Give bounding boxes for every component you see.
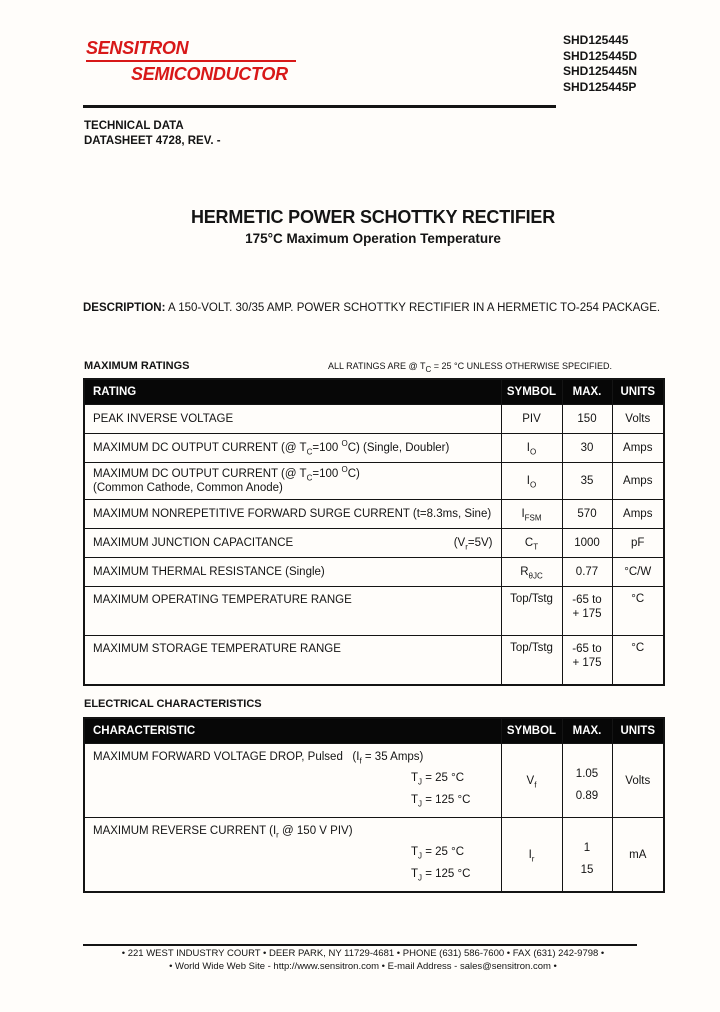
max-value: 35	[580, 475, 594, 487]
units-cell: °C	[612, 636, 664, 686]
rating-text: PEAK INVERSE VOLTAGE	[93, 413, 234, 425]
page-subtitle: 175°C Maximum Operation Temperature	[245, 231, 501, 246]
max-value: -65 to	[572, 643, 602, 655]
page-title: HERMETIC POWER SCHOTTKY RECTIFIER	[190, 207, 556, 227]
rating-cell	[84, 463, 501, 500]
max-value-lines	[565, 565, 610, 579]
electrical-table-header	[84, 718, 664, 744]
rating-text: MAXIMUM THERMAL RESISTANCE (Single)	[93, 566, 325, 578]
technical-data-label: TECHNICAL DATA	[84, 120, 184, 132]
max-ratings-table-header	[84, 379, 664, 405]
table-header-cell: MAX.	[562, 379, 612, 405]
max-value-cell	[562, 744, 612, 818]
max-value: 1.05	[575, 768, 599, 780]
description-label: DESCRIPTION:	[83, 302, 166, 314]
max-value: + 175	[572, 657, 602, 669]
rating-text: MAXIMUM DC OUTPUT CURRENT (@ $T_C=100$ $^O$C) (Single, Doubler)	[93, 439, 450, 457]
symbol-cell: Top/Tstg	[501, 636, 562, 686]
symbol-cell: $I_{FSM}$	[501, 500, 562, 529]
condition-text: $T_J = 25$ °C	[411, 846, 465, 861]
table-row	[84, 818, 664, 893]
max-value-cell	[562, 558, 612, 587]
symbol-cell: $I_O$	[501, 434, 562, 463]
units-cell: pF	[612, 529, 664, 558]
max-value: 150	[577, 413, 597, 425]
company-logo	[86, 38, 316, 85]
rating-cell	[84, 636, 501, 686]
max-value-lines	[565, 474, 610, 488]
max-value: 30	[580, 442, 594, 454]
rating-line	[93, 642, 493, 656]
symbol-cell: $V_f$	[501, 744, 562, 818]
max-value-cell	[562, 463, 612, 500]
max-value: 0.89	[575, 790, 599, 802]
max-ratings-table	[83, 378, 665, 686]
rating-text: MAXIMUM OPERATING TEMPERATURE RANGE	[93, 594, 352, 606]
units-cell: °C/W	[612, 558, 664, 587]
footer-divider	[83, 944, 637, 946]
table-row	[84, 529, 664, 558]
units-cell: Amps	[612, 434, 664, 463]
table-row	[84, 636, 664, 686]
max-value: 1	[583, 842, 591, 854]
characteristic-text: MAXIMUM FORWARD VOLTAGE DROP, Pulsed ($I_f = 35$ Amps)	[93, 751, 424, 766]
condition-text: $T_J = 25$ °C	[411, 772, 465, 787]
logo-semiconductor-text: SEMICONDUCTOR	[131, 64, 288, 84]
table-row	[84, 434, 664, 463]
rating-condition: $(V_r=5V)$	[453, 537, 493, 552]
table-header-cell: MAX.	[562, 718, 612, 744]
symbol-cell: $I_O$	[501, 463, 562, 500]
rating-cell	[84, 434, 501, 463]
part-numbers	[563, 33, 637, 95]
max-value-cell	[562, 587, 612, 636]
max-value: + 175	[572, 608, 602, 620]
description-paragraph	[83, 301, 663, 316]
part-number: SHD125445	[563, 33, 629, 47]
table-header-cell: UNITS	[612, 379, 664, 405]
characteristic-cell	[84, 744, 501, 818]
max-value-cell	[562, 529, 612, 558]
electrical-table	[83, 717, 665, 893]
max-value-lines	[565, 593, 610, 621]
characteristic-text: MAXIMUM REVERSE CURRENT ($I_r$ @ 150 V PIV)	[93, 825, 353, 840]
table-header-cell: RATING	[84, 379, 501, 405]
part-number: SHD125445N	[563, 64, 638, 78]
rating-cell	[84, 529, 501, 558]
rating-cell	[84, 558, 501, 587]
rating-cell	[84, 587, 501, 636]
max-value: 15	[580, 864, 594, 876]
max-value: -65 to	[572, 594, 602, 606]
technical-data-block	[84, 119, 221, 148]
max-value: 0.77	[575, 566, 599, 578]
rating-line	[93, 441, 493, 455]
symbol-cell: Top/Tstg	[501, 587, 562, 636]
max-value-cell	[562, 500, 612, 529]
max-ratings-heading-row	[84, 360, 612, 372]
max-spacer	[563, 818, 612, 837]
units-cell: mA	[612, 818, 664, 893]
max-spacer	[563, 744, 612, 763]
ratings-condition-note: ALL RATINGS ARE @ $T_C = 25$ °C UNLESS OTHERWISE SPECIFIED.	[327, 361, 612, 374]
rating-line	[93, 412, 493, 426]
max-ratings-heading: MAXIMUM RATINGS	[84, 360, 190, 372]
datasheet-revision: DATASHEET 4728, REV. -	[84, 134, 221, 147]
condition-text: $T_J = 125$ °C	[411, 868, 471, 883]
rating-line	[93, 565, 493, 579]
part-number: SHD125445P	[563, 79, 637, 94]
table-header-cell: SYMBOL	[501, 379, 562, 405]
symbol-cell: $I_r$	[501, 818, 562, 893]
max-value-lines	[565, 536, 610, 550]
max-value-lines	[565, 507, 610, 521]
max-value: 570	[577, 508, 597, 520]
rating-line	[93, 467, 493, 481]
rating-text: (Common Cathode, Common Anode)	[93, 482, 283, 494]
logo-sensitron-text: SENSITRON	[86, 38, 189, 58]
table-header-cell: SYMBOL	[501, 718, 562, 744]
rating-line	[93, 593, 493, 607]
rating-text: MAXIMUM DC OUTPUT CURRENT (@ $T_C=100$ $^O$C)	[93, 465, 360, 483]
max-value-lines	[565, 441, 610, 455]
rating-line	[93, 507, 493, 521]
rating-cell	[84, 500, 501, 529]
units-cell: Amps	[612, 463, 664, 500]
condition-text: $T_J = 125$ °C	[411, 794, 471, 809]
symbol-cell: $R_{\theta JC}$	[501, 558, 562, 587]
description-text: A 150-VOLT. 30/35 AMP. POWER SCHOTTKY RECTIFIER IN A HERMETIC TO-254 PACKAGE.	[165, 302, 661, 314]
max-value-lines	[565, 412, 610, 426]
rating-line	[93, 536, 493, 550]
table-row	[84, 405, 664, 434]
max-value-cell	[562, 818, 612, 893]
table-header-cell: UNITS	[612, 718, 664, 744]
table-row	[84, 463, 664, 500]
symbol-cell: $C_T$	[501, 529, 562, 558]
units-cell: Amps	[612, 500, 664, 529]
table-row	[84, 500, 664, 529]
table-row	[84, 744, 664, 818]
electrical-heading: ELECTRICAL CHARACTERISTICS	[84, 698, 262, 710]
part-number: SHD125445D	[563, 48, 638, 63]
footer-web: • World Wide Web Site - http://www.sensitron.com • E-mail Address - sales@sensitron.com •	[169, 961, 557, 972]
max-value-cell	[562, 434, 612, 463]
table-header-cell: CHARACTERISTIC	[84, 718, 501, 744]
units-cell: Volts	[612, 744, 664, 818]
max-value: 1000	[574, 537, 600, 549]
table-row	[84, 587, 664, 636]
max-value-lines	[565, 642, 610, 670]
units-cell: Volts	[612, 405, 664, 434]
characteristic-cell	[84, 818, 501, 893]
symbol-cell: PIV	[501, 405, 562, 434]
table-row	[84, 558, 664, 587]
max-value-cell	[562, 405, 612, 434]
rating-text: MAXIMUM JUNCTION CAPACITANCE	[93, 537, 294, 549]
rating-cell	[84, 405, 501, 434]
max-value-cell	[562, 636, 612, 686]
logo-underline	[86, 60, 296, 62]
units-cell: °C	[612, 587, 664, 636]
header-divider	[83, 105, 556, 108]
rating-text: MAXIMUM NONREPETITIVE FORWARD SURGE CURRENT (t=8.3ms, Sine)	[93, 508, 492, 520]
footer-address: • 221 WEST INDUSTRY COURT • DEER PARK, NY 11729-4681 • PHONE (631) 586-7600 • FAX (631) 242-9798 •	[121, 948, 605, 959]
rating-line	[93, 481, 493, 495]
rating-text: MAXIMUM STORAGE TEMPERATURE RANGE	[93, 643, 341, 655]
